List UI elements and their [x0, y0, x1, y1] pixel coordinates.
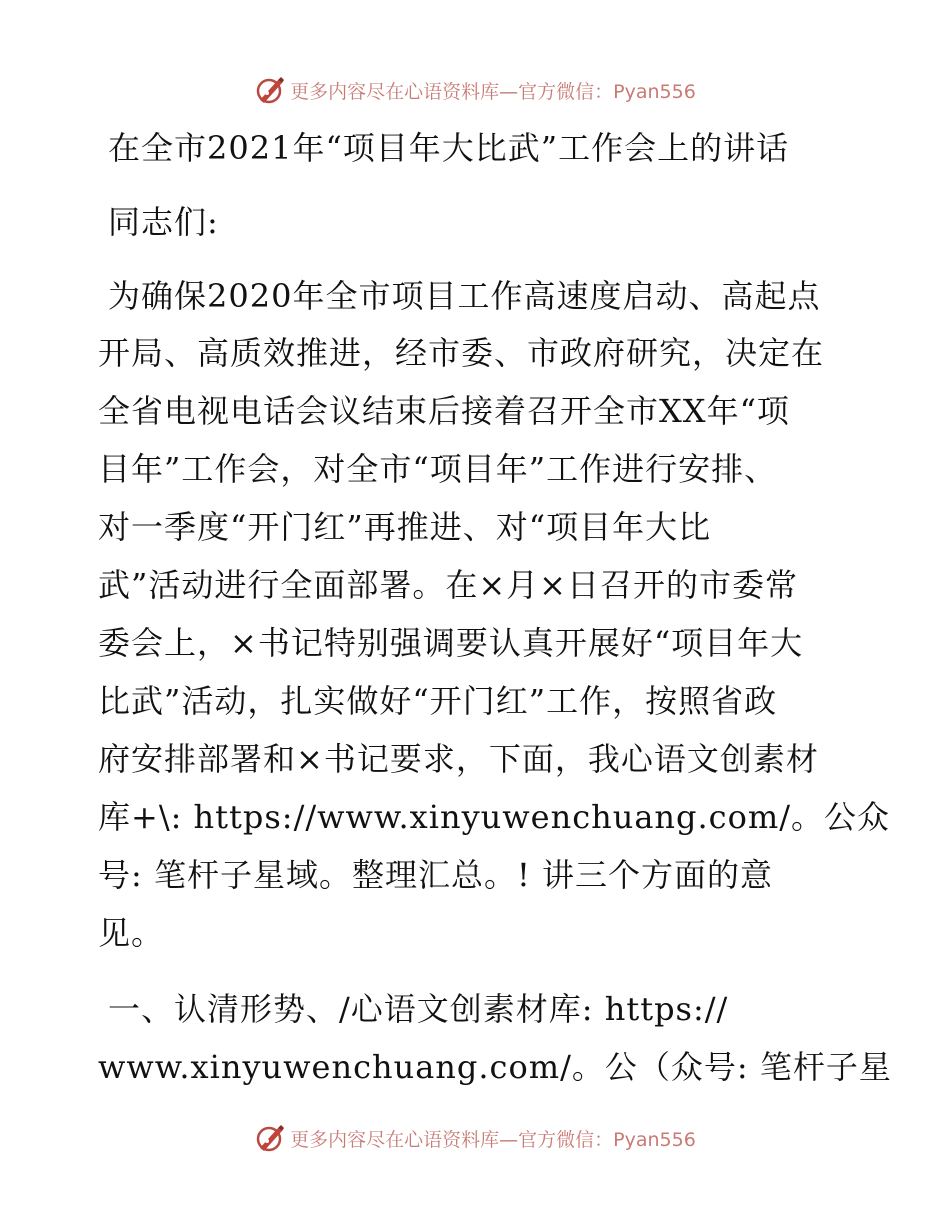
section-heading-line: 一、认清形势、/心语文创素材库: https:// — [108, 990, 729, 1028]
banner-text: 更多内容尽在心语资料库—官方微信：Pyan556 — [290, 1128, 696, 1151]
paragraph-line: 比武”活动，扎实做好“开门红”工作，按照省政 — [98, 682, 778, 720]
paragraph-line: 委会上，×书记特别强调要认真开展好“项目年大 — [98, 624, 804, 662]
paragraph-line: 武”活动进行全面部署。在×月×日召开的市委常 — [98, 566, 798, 604]
paragraph-line: 号: 笔杆子星域。整理汇总。! 讲三个方面的意 — [98, 856, 773, 894]
paragraph-line: 见。 — [98, 914, 165, 952]
pen-logo-icon — [254, 1122, 286, 1154]
salutation: 同志们: — [108, 203, 219, 241]
header-banner — [0, 70, 950, 110]
paragraph-line: 开局、高质效推进，经市委、市政府研究，决定在 — [98, 334, 825, 372]
document-title: 在全市2021年“项目年大比武”工作会上的讲话 — [108, 129, 790, 167]
paragraph-line: 库+\: https://www.xinyuwenchuang.com/。公众 — [98, 798, 890, 836]
banner-text: 更多内容尽在心语资料库—官方微信：Pyan556 — [290, 80, 696, 103]
section-heading-line: www.xinyuwenchuang.com/。公（众号: 笔杆子星 — [98, 1048, 892, 1086]
footer-banner — [0, 1118, 950, 1158]
pen-logo-icon — [254, 74, 286, 106]
paragraph-line: 对一季度“开门红”再推进、对“项目年大比 — [98, 508, 712, 546]
paragraph-line: 为确保2020年全市项目工作高速度启动、高起点 — [108, 277, 821, 315]
paragraph-line: 全省电视电话会议结束后接着召开全市XX年“项 — [98, 392, 790, 430]
paragraph-line: 目年”工作会，对全市“项目年”工作进行安排、 — [98, 450, 778, 488]
paragraph-line: 府安排部署和×书记要求，下面，我心语文创素材 — [98, 740, 819, 778]
